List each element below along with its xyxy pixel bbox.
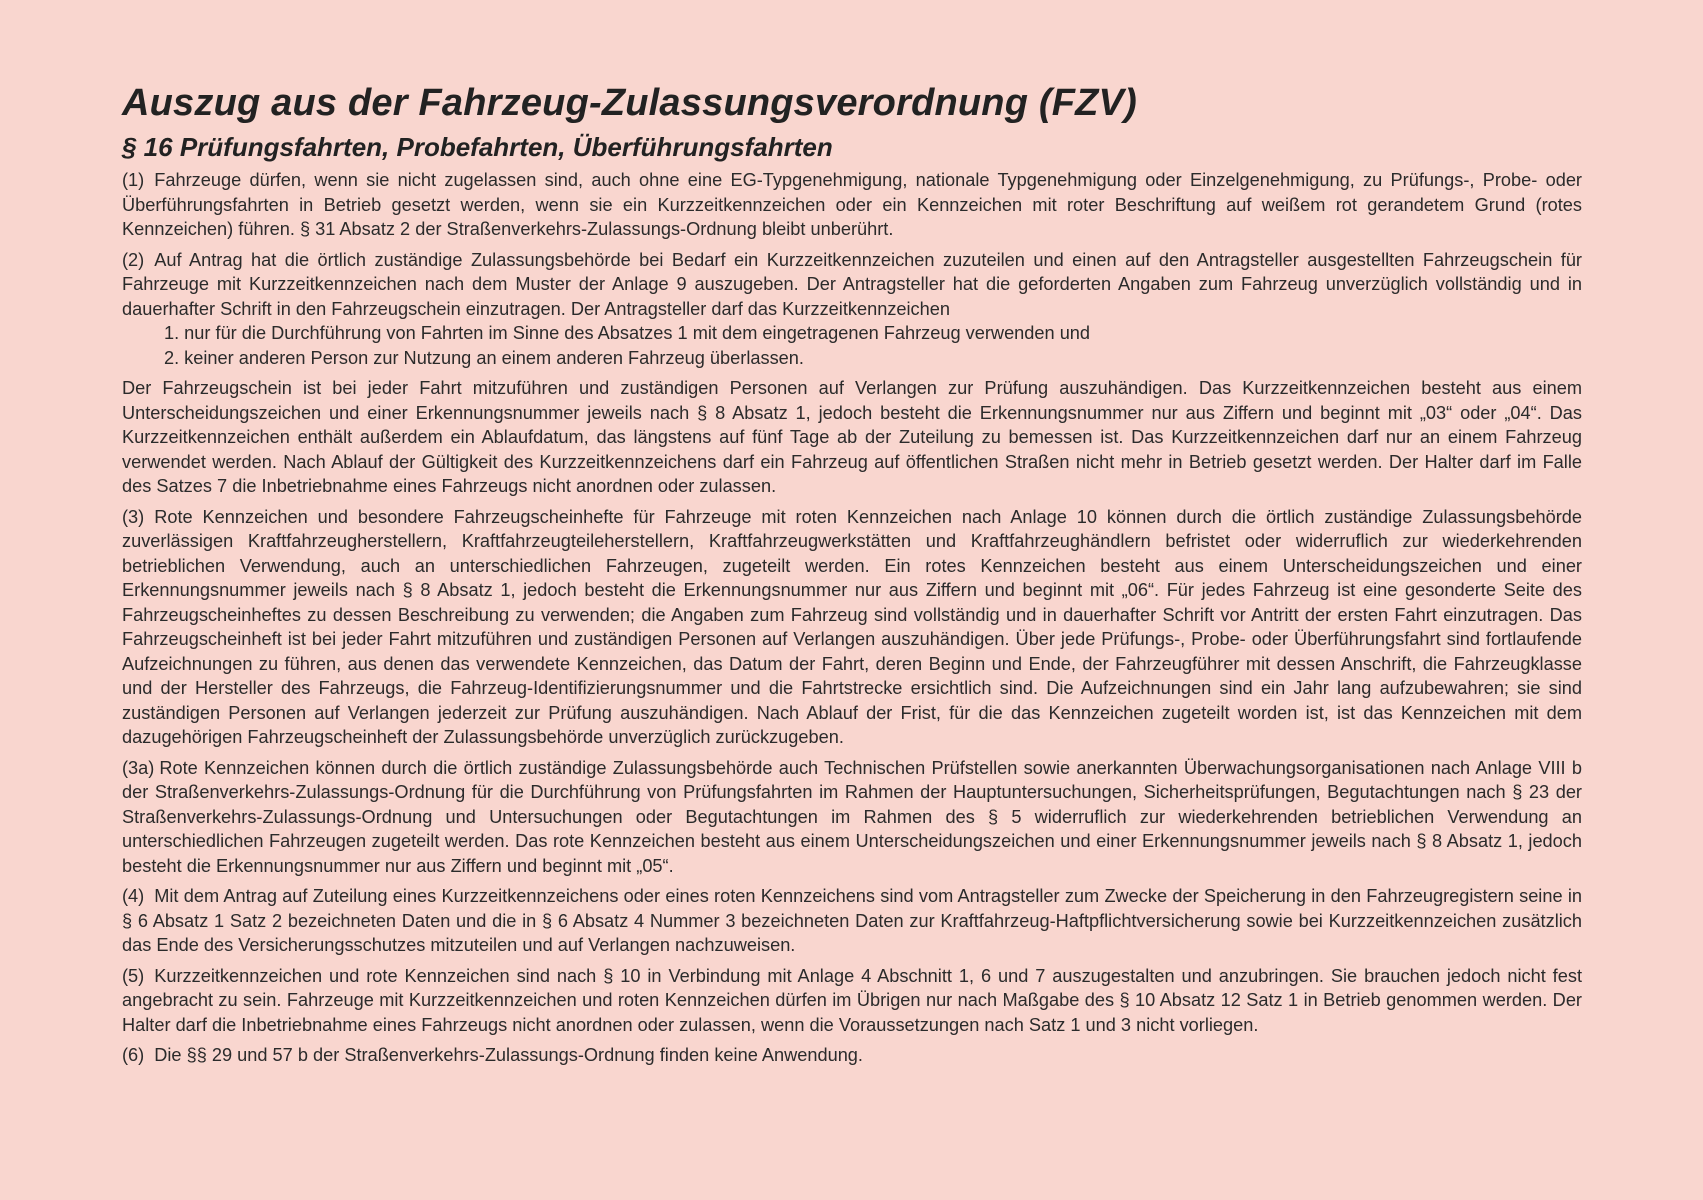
paragraph-text: Rote Kennzeichen können durch die örtlich zuständige Zulassungsbehörde auch Technischen Prüfstellen sowie anerkannten Überwachungsorganisationen nach Anlage VIII b der Straßenverkehrs-Zulassungs-Ordnung für die Durchführung von Prüfungsfahrten im Rahmen der Hauptuntersuchungen, Sicherheitsprüfungen, Begutachtungen nach § 23 der Straßenverkehrs-Zulassungs-Ordnung und Untersuchungen oder Begutachtungen im Rahmen des § 5 widerruflich zur wiederkehrenden betrieblichen Verwendung an unterschiedlichen Fahrzeugen zugeteilt werden. Das rote Kennzeichen besteht aus einem Unterscheidungszeichen und einer Erkennungsnummer jeweils nach § 8 Absatz 1, jedoch besteht die Erkennungsnummer nur aus Ziffern und beginnt mit „05“. <box>122 757 1582 876</box>
document-page <box>122 80 1582 1074</box>
paragraph-3a <box>122 756 1582 879</box>
list-item-text: nur für die Durchführung von Fahrten im Sinne des Absatzes 1 mit dem eingetragenen Fahrzeug verwenden und <box>184 323 1091 343</box>
paragraph-text: Rote Kennzeichen und besondere Fahrzeugscheinhefte für Fahrzeuge mit roten Kennzeichen nach Anlage 10 können durch die örtlich zuständige Zulassungsbehörde zuverlässigen Kraftfahrzeugherstellern, Kraftfahrzeugteileherstellern, Kraftfahrzeugwerkstätten und Kraftfahrzeughändlern befristet oder widerruflich zur wiederkehrenden betrieblichen Verwendung, auch an unterschiedlichen Fahrzeugen, zugeteilt werden. Ein rotes Kennzeichen besteht aus einem Unterscheidungszeichen und einer Erkennungsnummer jeweils nach § 8 Absatz 1, jedoch besteht die Erkennungsnummer nur aus Ziffern und beginnt mit „06“. Für jedes Fahrzeug ist eine gesonderte Seite des Fahrzeugscheinheftes zu dessen Beschreibung zu verwenden; die Angaben zum Fahrzeug sind vollständig und in dauerhafter Schrift vor Antritt der ersten Fahrt einzutragen. Das Fahrzeugscheinheft ist bei jeder Fahrt mitzuführen und zuständigen Personen auf Verlangen auszuhändigen. Über jede Prüfungs-, Probe- oder Überführungsfahrt sind fortlaufende Aufzeichnungen zu führen, aus denen das verwendete Kennzeichen, das Datum der Fahrt, deren Beginn und Ende, der Fahrzeugführer mit dessen Anschrift, die Fahrzeugklasse und der Hersteller des Fahrzeugs, die Fahrzeug-Identifizierungsnummer und die Fahrtstrecke ersichtlich sind. Die Aufzeichnungen sind ein Jahr lang aufzubewahren; sie sind zuständigen Personen auf Verlangen jederzeit zur Prüfung auszuhändigen. Nach Ablauf der Frist, für die das Kennzeichen zugeteilt worden ist, ist das Kennzeichen mit dem dazugehörigen Fahrzeugscheinheft der Zulassungsbehörde unverzüglich zurückzugeben. <box>122 506 1582 747</box>
paragraph-number: (4) <box>122 886 145 906</box>
list-item-number: 2. <box>164 347 180 368</box>
paragraph-2-continuation: Der Fahrzeugschein ist bei jeder Fahrt mitzuführen und zuständigen Personen auf Verlangen zur Prüfung auszuhändigen. Das Kurzzeitkennzeichen besteht aus einem Unterscheidungszeichen und einer Erkennungsnummer jeweils nach § 8 Absatz 1, jedoch besteht die Erkennungsnummer nur aus Ziffern und beginnt mit „03“ oder „04“. Das Kurzzeitkennzeichen enthält außerdem ein Ablaufdatum, das längstens auf fünf Tage ab der Zuteilung zu bemessen ist. Das Kurzzeitkennzeichen darf nur an einem Fahrzeug verwendet werden. Nach Ablauf der Gültigkeit des Kurzzeitkennzeichens darf ein Fahrzeug auf öffentlichen Straßen nicht mehr in Betrieb gesetzt werden. Der Halter darf im Falle des Satzes 7 die Inbetriebnahme eines Fahrzeugs nicht anordnen oder zulassen. <box>122 378 1582 496</box>
paragraph-4 <box>122 884 1582 958</box>
paragraph-number: (3) <box>122 506 145 527</box>
paragraph-text: Die §§ 29 und 57 b der Straßenverkehrs-Zulassungs-Ordnung finden keine Anwendung. <box>154 1045 863 1065</box>
list-item <box>164 346 1582 371</box>
paragraph-number: (3a) <box>122 757 155 778</box>
list-item-text: keiner anderen Person zur Nutzung an einem anderen Fahrzeug überlassen. <box>184 347 804 368</box>
paragraph-3 <box>122 505 1582 750</box>
list-item-number: 1. <box>164 323 180 343</box>
paragraph-text: Kurzzeitkennzeichen und rote Kennzeichen sind nach § 10 in Verbindung mit Anlage 4 Abschnitt 1, 6 und 7 auszugestalten und anzubringen. Sie brauchen jedoch nicht fest angebracht zu sein. Fahrzeuge mit Kurzzeitkennzeichen und roten Kennzeichen dürfen im Übrigen nur nach Maßgabe des § 10 Absatz 12 Satz 1 in Betrieb genommen werden. Der Halter darf die Inbetriebnahme eines Fahrzeugs nicht anordnen oder zulassen, wenn die Voraussetzungen nach Satz 1 und 3 nicht vorliegen. <box>122 965 1582 1035</box>
paragraph-1 <box>122 168 1582 242</box>
paragraph-6 <box>122 1043 1582 1068</box>
paragraph-text: Mit dem Antrag auf Zuteilung eines Kurzzeitkennzeichens oder eines roten Kennzeichens sind vom Antragsteller zum Zwecke der Speicherung in den Fahrzeugregistern seine in § 6 Absatz 1 Satz 2 bezeichneten Daten und die in § 6 Absatz 4 Nummer 3 bezeichneten Daten zur Kraftfahrzeug-Haftpflichtversicherung sowie bei Kurzzeitkennzeichen zusätzlich das Ende des Versicherungsschutzes mitzuteilen und auf Verlangen nachzuweisen. <box>122 886 1582 955</box>
paragraph-2 <box>122 248 1582 322</box>
paragraph-number: (6) <box>122 1045 145 1065</box>
section-heading: § 16 Prüfungsfahrten, Probefahrten, Überführungsfahrten <box>122 132 833 162</box>
paragraph-text: Auf Antrag hat die örtlich zuständige Zulassungsbehörde bei Bedarf ein Kurzzeitkennzeichen zuzuteilen und einen auf den Antragsteller ausgestellten Fahrzeugschein für Fahrzeuge mit Kurzzeitkennzeichen nach dem Muster der Anlage 9 auszugeben. Der Antragsteller hat die geforderten Angaben zum Fahrzeug unverzüglich vollständig und in dauerhafter Schrift in den Fahrzeugschein einzutragen. Der Antragsteller darf das Kurzzeitkennzeichen <box>122 249 1582 319</box>
paragraph-number: (5) <box>122 965 145 986</box>
list-item <box>164 321 1582 346</box>
paragraph-5 <box>122 964 1582 1038</box>
document-title: Auszug aus der Fahrzeug-Zulassungsverordnung (FZV) <box>122 82 1137 124</box>
paragraph-number: (2) <box>122 249 145 270</box>
paragraph-number: (1) <box>122 170 145 190</box>
paragraph-text: Fahrzeuge dürfen, wenn sie nicht zugelassen sind, auch ohne eine EG-Typgenehmigung, nationale Typgenehmigung oder Einzelgenehmigung, zu Prüfungs-, Probe- oder Überführungsfahrten in Betrieb gesetzt werden, wenn sie ein Kurzzeitkennzeichen oder ein Kennzeichen mit roter Beschriftung auf weißem rot gerandetem Grund (rotes Kennzeichen) führen. § 31 Absatz 2 der Straßenverkehrs-Zulassungs-Ordnung bleibt unberührt. <box>122 170 1582 239</box>
paragraph-2-list <box>122 321 1582 370</box>
